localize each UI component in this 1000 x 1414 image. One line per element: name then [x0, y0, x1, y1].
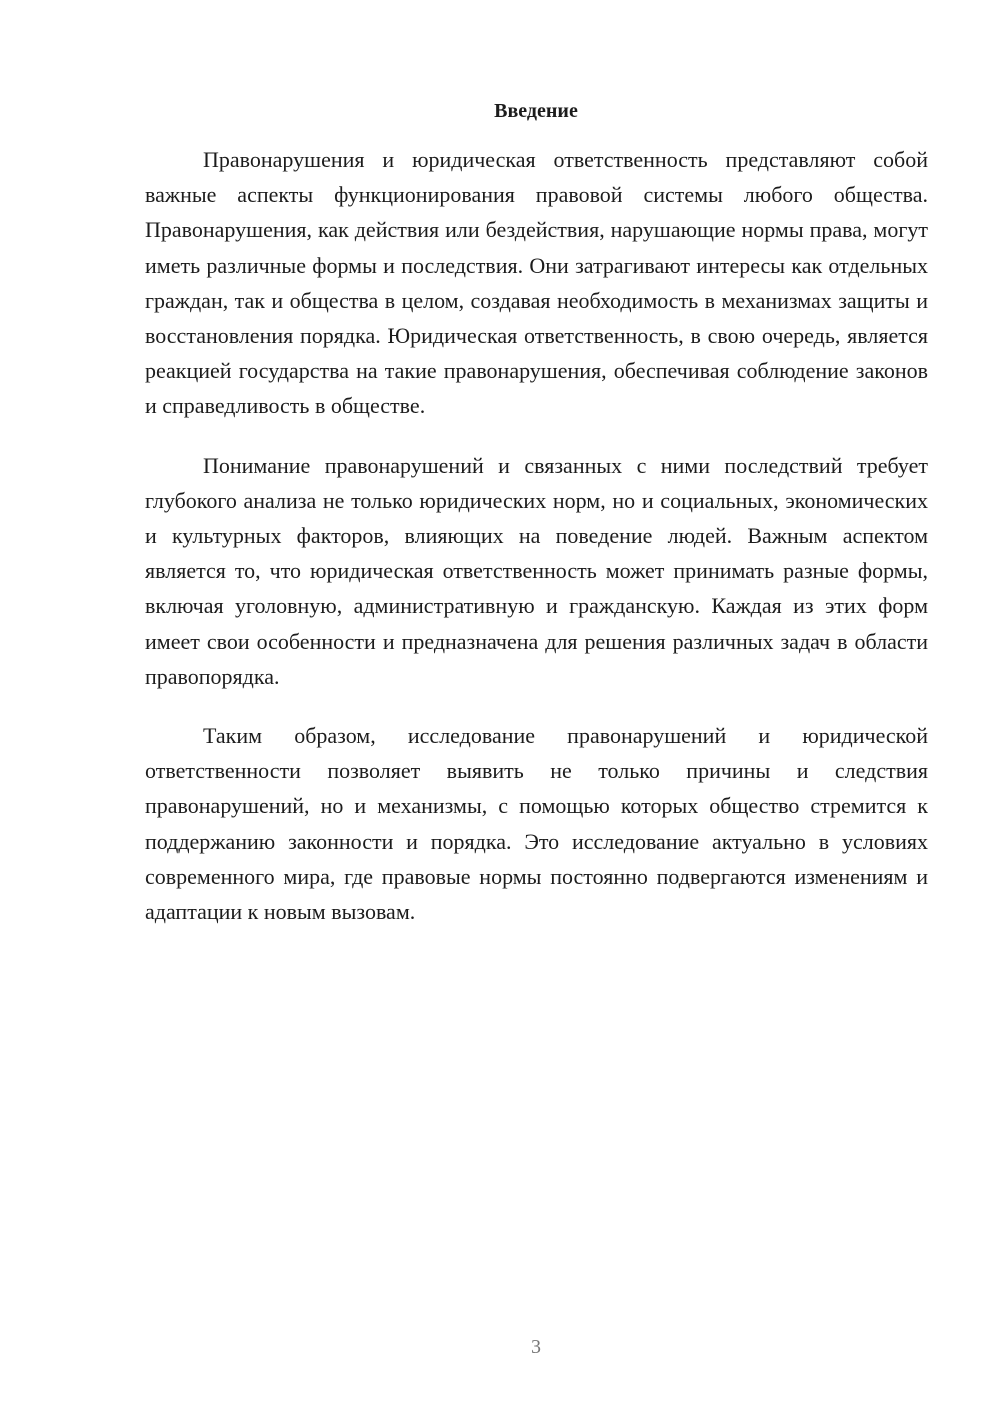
page-number: 3	[531, 1336, 541, 1358]
paragraph-2: Понимание правонарушений и связанных с ними последствий требует глубокого анализа не только юридических норм, но и социальных, экономических и культурных факторов, влияющих на поведение людей. Важным аспектом является то, что юридическая ответственность может принимать разные формы, включая уголовную, административную и гражданскую. Каждая из этих форм имеет свои особенности и предназначена для решения различных задач в области правопорядка.	[145, 452, 928, 689]
section-heading: Введение	[494, 100, 578, 122]
paragraph-1: Правонарушения и юридическая ответственность представляют собой важные аспекты функционирования правовой системы любого общества. Правонарушения, как действия или бездействия, нарушающие нормы права, могут иметь различные формы и последствия. Они затрагивают интересы как отдельных граждан, так и общества в целом, создавая необходимость в механизмах защиты и восстановления порядка. Юридическая ответственность, в свою очередь, является реакцией государства на такие правонарушения, обеспечивая соблюдение законов и справедливость в обществе.	[145, 147, 928, 419]
paragraph-3: Таким образом, исследование правонарушений и юридической ответственности позволяет выявить не только причины и следствия правонарушений, но и механизмы, с помощью которых общество стремится к поддержанию законности и порядка. Это исследование актуально в условиях современного мира, где правовые нормы постоянно подвергаются изменениям и адаптации к новым вызовам.	[145, 723, 928, 925]
body-text	[145, 142, 928, 953]
